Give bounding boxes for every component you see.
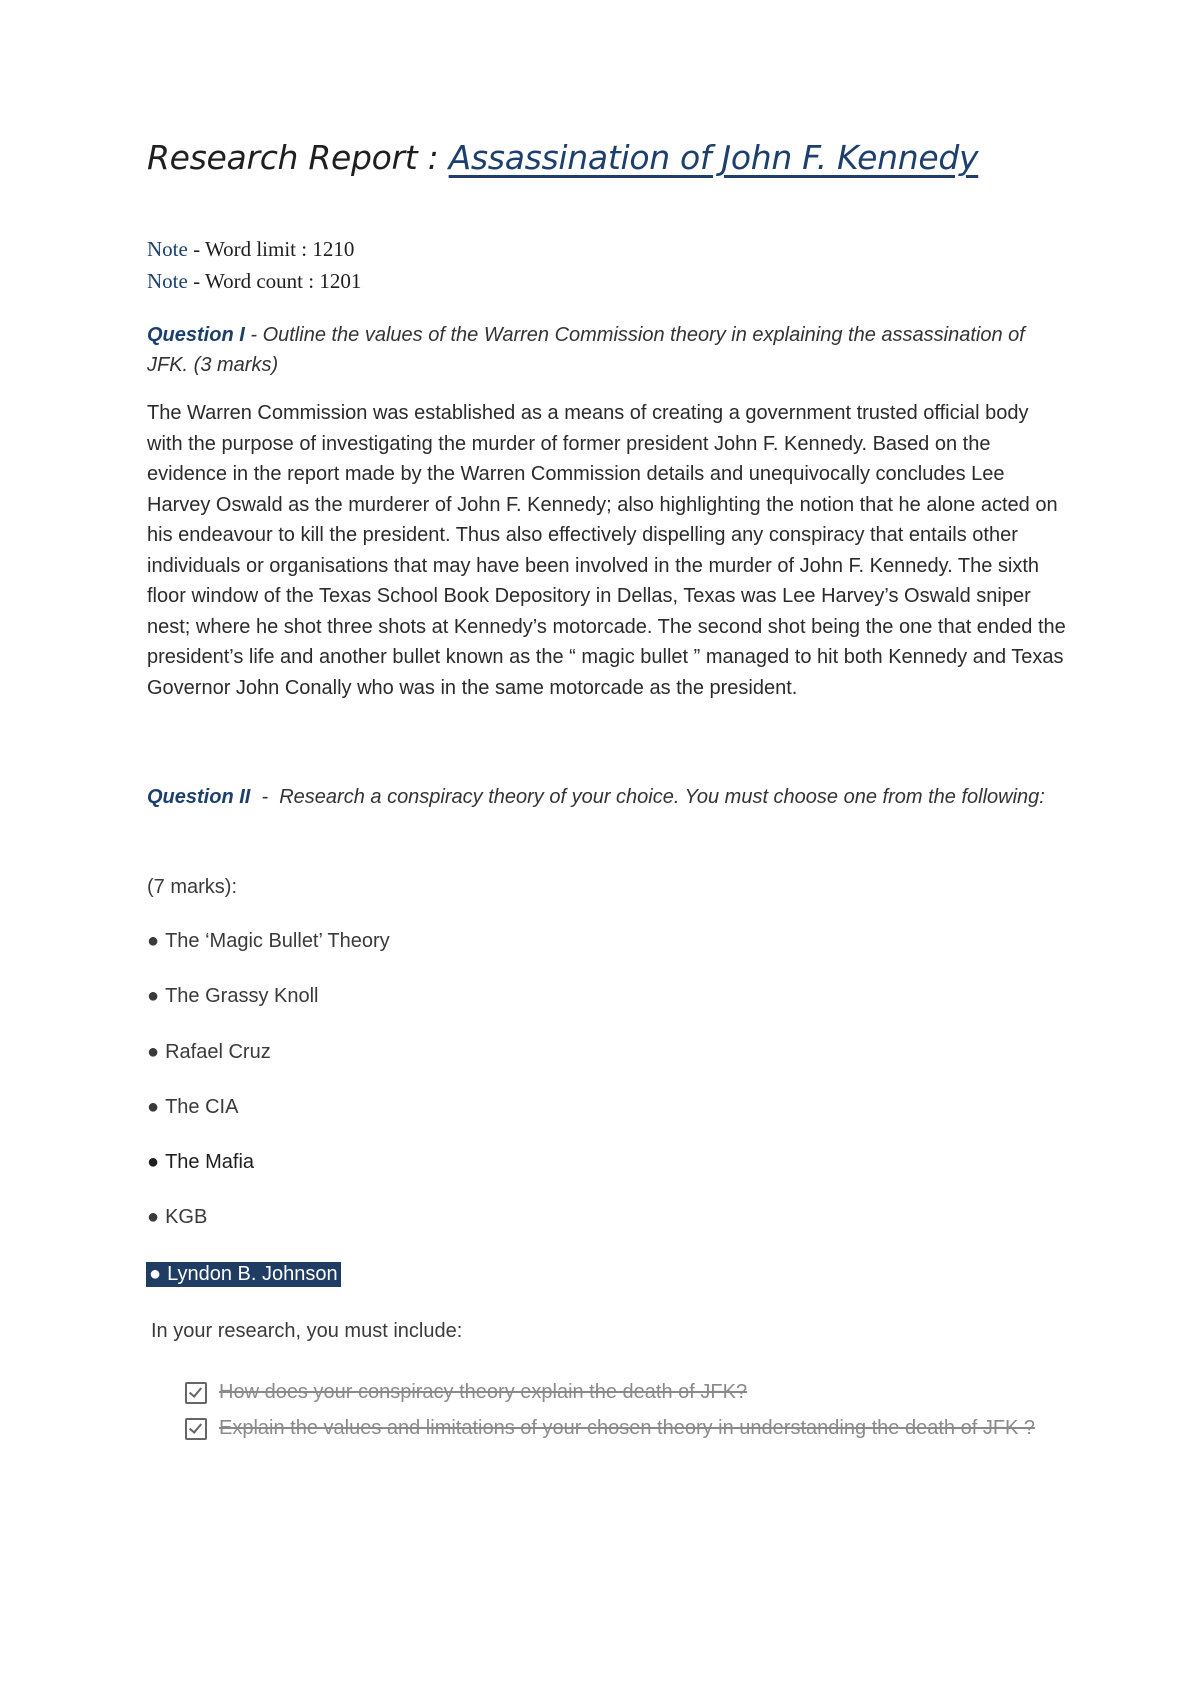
question-2-text: - Research a conspiracy theory of your choice. You must choose one from the following: bbox=[250, 786, 1045, 808]
list-item bbox=[147, 985, 390, 1040]
option-text: The Grassy Knoll bbox=[165, 985, 319, 1008]
note-word-count bbox=[147, 265, 361, 297]
question-1-text: - Outline the values of the Warren Commission theory in explaining the assassination of JFK. (3 marks) bbox=[147, 324, 1025, 376]
checklist-item bbox=[185, 1410, 1065, 1446]
question-1 bbox=[147, 320, 1067, 380]
theory-options-list bbox=[147, 930, 390, 1317]
note-word-limit bbox=[147, 233, 361, 265]
question-1-label: Question I bbox=[147, 324, 245, 346]
list-item bbox=[147, 1096, 390, 1151]
bullet-icon: ● bbox=[147, 930, 160, 952]
question-2-label: Question II bbox=[147, 786, 251, 808]
list-item-selected[interactable] bbox=[147, 1262, 390, 1317]
checkbox-checked-icon[interactable] bbox=[185, 1382, 207, 1404]
checklist-item bbox=[185, 1374, 1065, 1410]
notes-block bbox=[147, 233, 361, 297]
selected-highlight bbox=[146, 1262, 341, 1287]
option-text: The CIA bbox=[165, 1095, 239, 1118]
note-text: - Word limit : 1210 bbox=[187, 237, 355, 261]
list-item bbox=[147, 1151, 390, 1206]
page-title bbox=[147, 138, 978, 177]
option-text: The ‘Magic Bullet’ Theory bbox=[165, 930, 390, 952]
requirements-checklist bbox=[185, 1374, 1065, 1446]
note-label: Note bbox=[147, 237, 188, 261]
option-text: KGB bbox=[165, 1206, 208, 1229]
option-text: The Mafia bbox=[165, 1151, 255, 1174]
option-text: Lyndon B. Johnson bbox=[167, 1262, 338, 1285]
bullet-icon: ● bbox=[147, 1095, 160, 1118]
note-text: - Word count : 1201 bbox=[187, 269, 362, 293]
list-item bbox=[147, 1206, 390, 1261]
list-item bbox=[147, 930, 390, 985]
bullet-icon: ● bbox=[149, 1262, 162, 1285]
bullet-icon: ● bbox=[147, 1151, 160, 1174]
bullet-icon: ● bbox=[147, 985, 160, 1008]
checklist-text: How does your conspiracy theory explain the death of JFK? bbox=[219, 1381, 748, 1403]
bullet-icon: ● bbox=[147, 1040, 160, 1063]
list-item bbox=[147, 1041, 390, 1096]
checkbox-checked-icon[interactable] bbox=[185, 1418, 207, 1440]
title-prefix: Research Report : bbox=[147, 138, 449, 177]
checklist-text: Explain the values and limitations of your chosen theory in understanding the death of JFK ? bbox=[219, 1417, 1036, 1439]
option-text: Rafael Cruz bbox=[165, 1040, 271, 1063]
bullet-icon: ● bbox=[147, 1206, 160, 1229]
title-link[interactable]: Assassination of John F. Kennedy bbox=[448, 138, 979, 177]
note-label: Note bbox=[147, 269, 188, 293]
answer-1-paragraph: The Warren Commission was established as a means of creating a government trusted official body with the purpose of investigating the murder of former president John F. Kennedy. Based on the evidence in the report made by the Warren Commission details and unequivocally concludes Lee Harvey Oswald as the murderer of John F. Kennedy; also highlighting the notion that he alone acted on his endeavour to kill the president. Thus also effectively dispelling any conspiracy that entails other individuals or organisations that may have been involved in the murder of John F. Kennedy. The sixth floor window of the Texas School Book Depository in Dellas, Texas was Lee Harvey’s Oswald sniper nest; where he shot three shots at Kennedy’s motorcade. The second shot being the one that ended the president’s life and another bullet known as the “ magic bullet ” managed to hit both Kennedy and Texas Governor John Conally who was in the same motorcade as the president. bbox=[147, 402, 1066, 699]
question-2 bbox=[147, 780, 1067, 815]
include-heading: In your research, you must include: bbox=[151, 1320, 463, 1342]
marks-label: (7 marks): bbox=[147, 876, 237, 898]
